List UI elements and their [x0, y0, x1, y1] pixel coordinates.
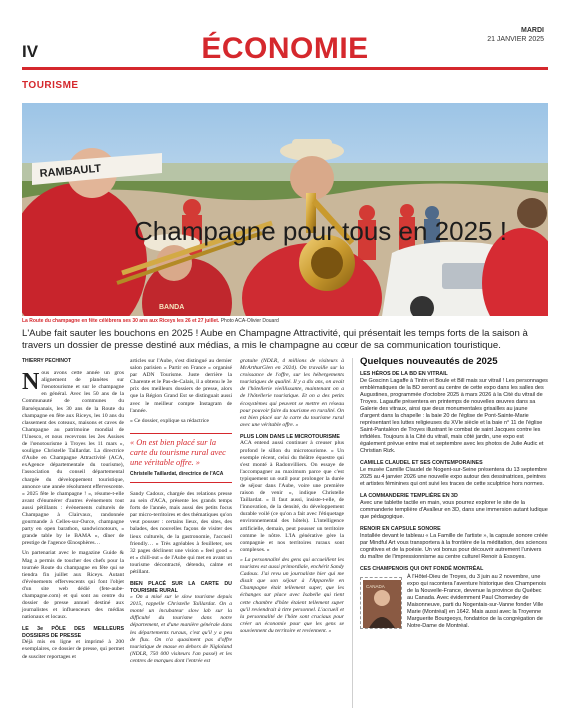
paragraph: « La personnalité des gens qui accueillent les touristes est aussi primordiale, enchérit Sandy Cadoux. J'ai revu un journaliste hier qui me disait que son séjour à l'Apparelle en Champagne était tellement super, que les échanges sur place avec Isabelle qui tient cette chambre d'hôte étaient tellement super qu'il reviendrait à titre personnel. L'accueil et la personnalité de l'hôte sont cruciaux pour créer un économie pour que les gens se souviennent du territoire et reviennent. »: [240, 556, 344, 634]
sidebar-paragraph: Installée devant le tableau « La Famille de l'artiste », la capsule sonore créée par Mindful Art vous transportera à la frontière de la méditation, des sciences cognitives et de la poésie. Un voi bonus pour découvrir autrement l'univers du maître de l'impressionnisme au centre culturel Renoir à Essoyes.: [360, 533, 548, 561]
date-block: [487, 26, 544, 44]
subheading: PLUS LOIN DANS LE MICROTOURISME: [240, 433, 340, 440]
masthead: [0, 0, 570, 70]
photo-illustration: [22, 103, 548, 316]
sidebar-title: Quelques nouveautés de 2025: [360, 356, 498, 367]
paragraph: ous avons cette année un gros alignement de planètes sur l'œnotourisme et sur le champagne en général. Avec les 50 ans de la Communauté de communes du Barséquanais, les 30 ans de la Route du champagne en fête aux Riceys, les 10 ans du classement des coteaux, maisons et caves de Champagne au patrimoine mondial de l'Unesco, et nous recevrons les 2es Assises de l'œnotourisme à Troyes les 11 mars », souligne Christelle Taillardat. La directrice d'Aube en Champagne Attractivité (ACA, exAgence départementale du tourisme), l'association du conseil départemental chargée du développement touristique, annonce une année résolument effervescente. « 2025 fête le champagne ! », résume-t-elle avant d'énumérer d'autres événements tout aussi pétillants : évènements culturels de Champagne à Clairvaux, randonnée gourmande à Celles-sur-Ource, champagne party en open barathon, sandwicnotours, « grande table by le BAMA », dîner de prestige de l'agence Œnosphères…: [22, 370, 124, 547]
photo-caption: [22, 318, 279, 324]
byline: THIERRY PECHINOT: [22, 358, 71, 364]
caption-text: La Route du champagne en fête célébrera ses 30 ans aux Riceys les 26 et 27 juillet.: [22, 318, 220, 324]
paragraph: gratuite (NDLR, 4 millions de visiteurs à McArthurGlen en 2024). On travaille sur la croissance de l'offre, sur les hébergements touristiques de qualité. Il y a dix ans, on avait de l'hôtellerie vieillissante, maintenant on a de l'hôtellerie touristique. Et on a des petits écosystèmes qui peuvent se mettre en réseau pour pouvoir faire du tourisme en ruralité. On est bien placé sur la carte du tourisme rural avec une véritable offre. »: [240, 358, 344, 428]
sidebar-paragraph: Le musée Camille Claudel de Nogent-sur-Seine présentera du 13 septembre 2025 au 4 janvier 2026 une nouvelle expo autour des dessinatrices, peintres et artistes féminines qui ont suivi les traces de cette sculptrice hors normes.: [360, 467, 548, 488]
sidebar-subheading: CAMILLE CLAUDEL ET SES CONTEMPORAINES: [360, 460, 483, 467]
rubric-label: TOURISME: [22, 80, 79, 91]
caption-credit: Photo ACA-Olivier Douard: [220, 318, 279, 324]
sidebar: [360, 358, 548, 633]
subheading: BIEN PLACÉ SUR LA CARTE DU TOURISME RURAL: [130, 581, 232, 594]
sidebar-paragraph: Avec une tablette tactile en main, vous pourrez explorer le site de la commanderie templière d'Avalleur en 3D, dans une immersion autant ludique que pédagogique.: [360, 500, 548, 521]
banner-text: RAMBAULT: [39, 162, 102, 180]
sidebar-subheading: CES CHAMPENOIS QUI ONT FONDÉ MONTRÉAL: [360, 566, 484, 573]
date-full: 21 JANVIER 2025: [487, 36, 544, 43]
sidebar-paragraph: À l'Hôtel-Dieu de Troyes, du 3 juin au 2 novembre, une expo qui racontera l'aventure historique des Champenois de la Nouvelle-France, devenue la province du Québec au Canada. Avec évidemment Paul Chomedey de Maisonneuve, parti du Nogentais-sur-Vanne fonder Ville Marie (Montréal) en 1642. Mais aussi avec la Troyenne Marguerite Bourgeoys, fondatrice de la congrégation de Notre-Dame de Montréal.: [407, 573, 546, 629]
sidebar-subheading: RENOIR EN CAPSULE SONORE: [360, 526, 441, 533]
sidebar-paragraph: De Goscinn Lagaffe à Tintin et Boule et Bill mais sur vitrail ! Les personnages emblématiques de la BD seront au centre de cette expo dans les salles des Augustines, programmée d'octobre 2025 à mars 2026 à la Cité du vitrail de Troyes. Lagaufle présentera en printemps de nouvelles œuvres dans sa Galerie des vitraux, ainsi que deux monumentales grisailles au jaune d'argent dans la chapelle : la baie 20 de l'église de Pont-Sainte-Marie représentant les luttes religieuses du XVIe siècle et la baie n° 11 de l'église Saint-Pantaléon de Troyes illustrant le combat de saint Jacques contre les infidèles. Toujours à la Cité du vitrail, mais côté jardin, une expo est également prévue entre mai et septembre avec les photos de Julie Audic et Christian Rizk.: [360, 378, 548, 455]
sidebar-subheading: LA COMMANDERIE TEMPLIÈRE EN 3D: [360, 493, 458, 500]
stamp-portrait: [363, 580, 399, 626]
page-number: IV: [22, 42, 39, 61]
article-column-1: [22, 358, 124, 664]
paragraph: « On a misé sur le slow tourisme depuis 2015, rappelle Christelle Taillardat. On a monté un incubateur slow lab sur la difficulté du tourisme dans notre département, et d'une manière générale dans les départements ruraux, c'est qu'il y a peu de flux. On n'a quasiment pas d'offre touristique de masse en dehors de Nigloland (NDLR, 750 000 visiteurs l'an passé) et les centres de marques dont l'entrée est: [130, 594, 232, 664]
pull-quote-attribution: Christelle Taillardat, directrice de l'ACA: [130, 470, 224, 477]
portrait-icon: [363, 580, 401, 628]
stamp-image: [360, 577, 402, 629]
section-rule: [22, 67, 548, 70]
paragraph: Déjà mis en ligne et imprimé à 200 exemplaires, ce dossier de presse, qui permet de susciter reportages et: [22, 639, 124, 660]
hat-text: BANDA: [159, 304, 185, 311]
pull-quote-text: « On est bien placé sur la carte du tourisme rural avec une véritable offre. »: [130, 437, 226, 467]
stamp-country: CANADA: [366, 583, 385, 589]
sidebar-divider: [352, 358, 353, 708]
lead-paragraph: L'Aube fait sauter les bouchons en 2025 ! Aube en Champagne Attractivité, qui présentait les temps forts de la saison à travers un dossier de presse destiné aux médias, a mis le champagne au cœur de sa communication touristique.: [22, 328, 528, 351]
article-column-2: [130, 358, 232, 668]
sidebar-subheading: LES HÉROS DE LA BD EN VITRAIL: [360, 371, 448, 378]
article-column-3: [240, 358, 344, 638]
paragraph: articles sur l'Aube, s'est distingué au dernier salon parisien « Partir en France » organisé par ADN Tourisme. Juste derrière la Charente et le Pas-de-Calais, il a obtenu le 3e prix des meilleurs dossiers de presse, alors que la Région Grand Est se distinguait aussi avec le meilleur compte Instagram de l'année.: [130, 358, 232, 414]
drop-cap: N: [22, 369, 40, 396]
date-day: MARDI: [521, 27, 544, 34]
paragraph: Sandy Cadoux, chargée des relations presse au sein d'ACA, présente les grands temps forts de l'année, mais aussi des petits focus par micro-territoires et des thématiques qu'on veut pousser : certains lieux, des sites, des balades, des nouvelles façons de visiter des lieux culturels, de la gastronomie, l'accueil friendly… » Très agréables à feuilleter, ses 32 pages déclinent une vision « feel good » et « chill-out » de l'Aube qui met en avant un tourisme décontracté, détendu, calme et pétillant.: [130, 490, 232, 575]
paragraph: ACA entend aussi continuer à creuser plus profond le sillon du microtourisme. « Un exemple récent, celui du théâtre équestre qui s'est monté à Radonvilliers. On essaye de l'accompagner au maximum parce que c'est typiquement un outil pour prolonger la durée de séjour dans l'Aube, voire une première raison de venir », indique Christelle Taillardat. « Il faut aussi, insiste-t-elle, de l'innovation, de la densité, du développement durable voilé (ce qu'on a fait avec l'étiquetage environnemental des hôtels). L'intelligence artificielle, demain, peut pousser un territoire comme le nôtre. L'IA générative gère la compagnie et nos territoires ruraux sont complexes. »: [240, 440, 344, 553]
paragraph: « Ce dossier, explique sa rédactrice: [130, 417, 209, 424]
article-photo: [22, 103, 548, 316]
headline: Champagne pour tous en 2025 !: [134, 216, 507, 246]
paragraph: Un partenariat avec le magazine Guide & Mag a permis de toucher des chefs pour la tournée Route du champagne en fête qui se tiendra fin juillet aux Riceys. Autant d'évènements effervescents qui font l'objet d'un site web dédié (fete-aube-champagne.com) et qui sont au centre du dossier de presse annuel destiné aux journalistes et influenceurs des médias nationaux et locaux.: [22, 550, 124, 621]
subheading: LE 3e PÔLE DES MEILLEURS DOSSIERS DE PRESSE: [22, 626, 124, 639]
pull-quote: [130, 433, 232, 483]
section-title: ÉCONOMIE: [201, 32, 369, 65]
